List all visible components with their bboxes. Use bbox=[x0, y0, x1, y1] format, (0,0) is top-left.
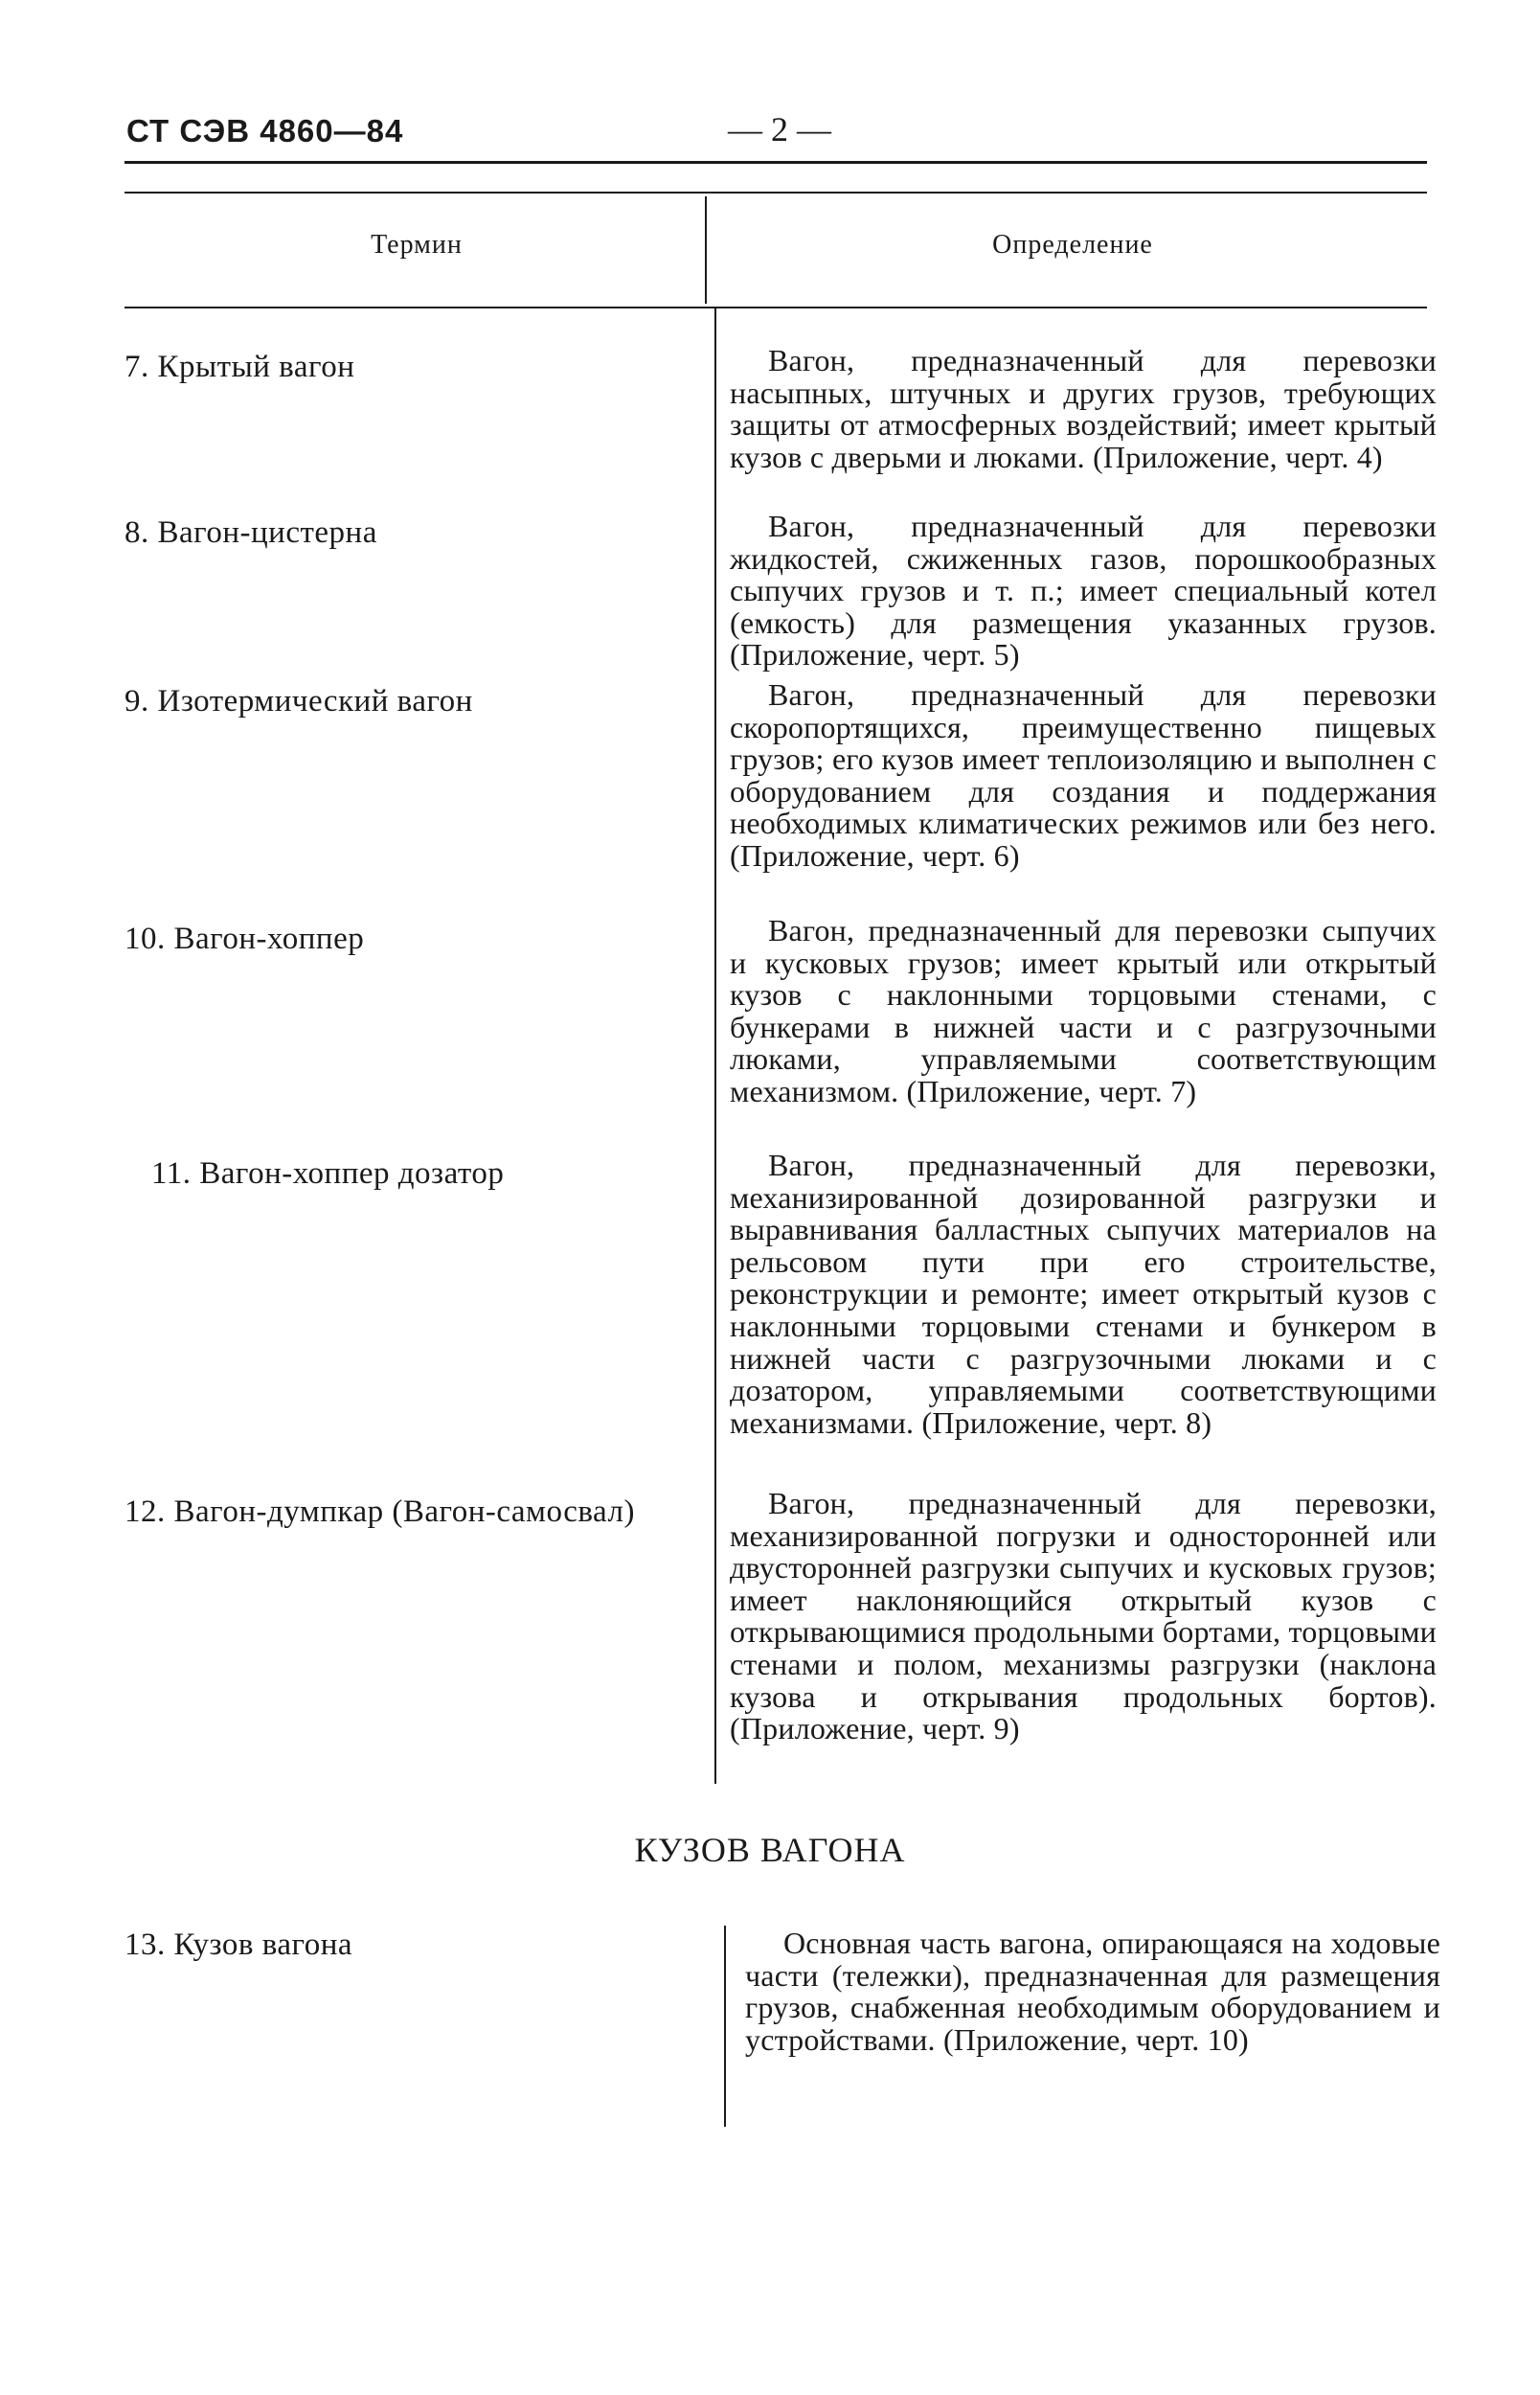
section-column-divider bbox=[724, 1926, 726, 2127]
term-11: 11. Вагон-хоппер дозатор bbox=[151, 1156, 505, 1191]
header-divider bbox=[705, 196, 707, 304]
definition-9: Вагон, предназначенный для перевозки скоропортящихся, преимущественно пищевых грузов; его кузов имеет теплоизоляцию и выполнен с оборудованием для создания и поддержания необходимых климатических режимов или без него. (Приложение, черт. 6) bbox=[730, 677, 1437, 873]
term-7: 7. Крытый вагон bbox=[125, 350, 355, 384]
term-9: 9. Изотермический вагон bbox=[125, 684, 473, 718]
term-12: 12. Вагон-думпкар (Вагон-самосвал) bbox=[125, 1494, 635, 1529]
definition-8: Вагон, предназначенный для перевозки жидкостей, сжиженных газов, порошкообразных сыпучих грузов и т. п.; имеет специальный котел (емкость) для размещения указанных грузов. (Приложение, черт. 5) bbox=[730, 509, 1437, 673]
standard-code: СТ СЭВ 4860—84 bbox=[126, 113, 404, 148]
term-13: 13. Кузов вагона bbox=[125, 1927, 353, 1962]
term-10: 10. Вагон-хоппер bbox=[125, 922, 365, 956]
header-rule-top bbox=[125, 161, 1427, 164]
column-header-term: Термин bbox=[371, 230, 463, 260]
definition-11: Вагон, предназначенный для перевозки, механизированной дозированной разгрузки и выравнивания балластных сыпучих материалов на рельсовом пути при его строительстве, реконструкции и ремонте; имеет открытый кузов с наклонными торцовыми стенами и бункером в нижней части с разгрузочными люками и с дозатором, управляемыми соответствующими механизмами. (Приложение, черт. 8) bbox=[730, 1148, 1437, 1440]
section-title: КУЗОВ ВАГОНА bbox=[634, 1831, 906, 1869]
definition-7: Вагон, предназначенный для перевозки насыпных, штучных и других грузов, требующих защиты от атмосферных воздействий; имеет крытый кузов с дверьми и люками. (Приложение, черт. 4) bbox=[730, 343, 1437, 474]
page-number: — 2 — bbox=[728, 110, 831, 148]
definition-13: Основная часть вагона, опирающаяся на ходовые части (тележки), предназначенная для размещения грузов, снабженная необходимым оборудованием и устройствами. (Приложение, черт. 10) bbox=[745, 1926, 1440, 2057]
table-header-rule bbox=[125, 307, 1427, 308]
definition-12: Вагон, предназначенный для перевозки, механизированной погрузки и односторонней или двусторонней разгрузки сыпучих и кусковых грузов; имеет наклоняющийся открытый кузов с открывающимися продольными бортами, торцовыми стенами и полом, механизмы разгрузки (наклона кузова и открывания продольных бортов). (Приложение, черт. 9) bbox=[730, 1486, 1437, 1746]
term-8: 8. Вагон-цистерна bbox=[125, 515, 377, 550]
definition-10: Вагон, предназначенный для перевозки сыпучих и кусковых грузов; имеет крытый или открытый кузов с наклонными торцовыми стенами, с бункерами в нижней части и с разгрузочными люками, управляемыми соответствующим механизмом. (Приложение, черт. 7) bbox=[730, 913, 1437, 1108]
header-rule-bottom bbox=[125, 192, 1427, 194]
column-divider bbox=[714, 308, 716, 1784]
column-header-definition: Определение bbox=[992, 230, 1153, 260]
